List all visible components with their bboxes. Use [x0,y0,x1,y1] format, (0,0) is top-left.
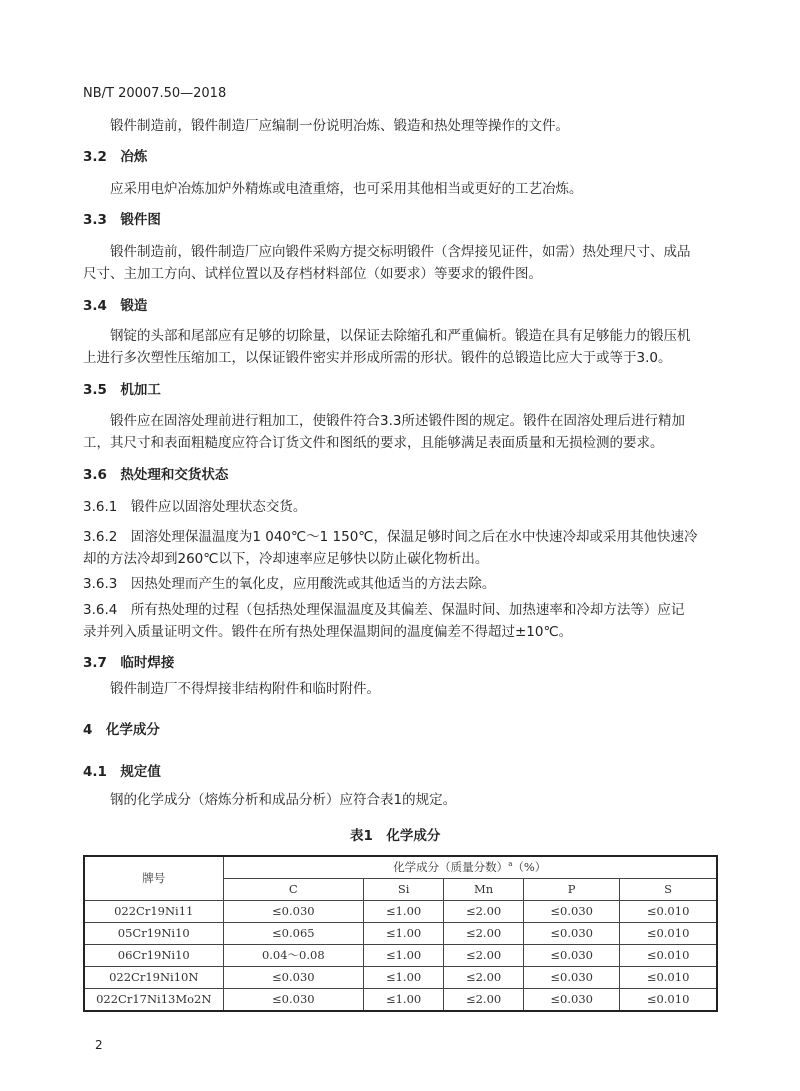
column-header: Mn [444,879,524,901]
grade-cell: 06Cr19Ni10 [84,945,223,967]
value-cell: ≤1.00 [364,967,444,989]
paragraph-line: 却的方法冷却到260℃以下，冷却速率应足够快以防止碳化物析出。 [83,551,489,567]
table-row [84,945,717,967]
value-cell: 0.04～0.08 [223,945,364,967]
value-cell: ≤1.00 [364,901,444,923]
table-row [84,967,717,989]
paragraph-line: 锻件制造厂不得焊接非结构附件和临时附件。 [110,681,380,697]
paragraph-line: 上进行多次塑性压缩加工，以保证锻件密实并形成所需的形状。锻件的总锻造比应大于或等于3.0。 [83,350,672,366]
value-cell: ≤0.030 [223,989,364,1012]
grade-header: 牌号 [84,856,223,901]
paragraph-line: 3.6.3 因热处理而产生的氧化皮，应用酸洗或其他适当的方法去除。 [83,576,496,592]
table-row [84,901,717,923]
value-cell: ≤0.010 [620,967,717,989]
section-heading: 3.5 机加工 [83,382,161,398]
value-cell: ≤2.00 [444,967,524,989]
value-cell: ≤0.010 [620,901,717,923]
page-number: 2 [95,1038,103,1052]
section-heading: 3.2 冶炼 [83,149,148,165]
section-heading: 3.4 锻造 [83,298,148,314]
composition-header [223,856,717,879]
standard-number-header: NB/T 20007.50—2018 [83,86,227,101]
table-body [84,901,717,1012]
composition-header-label: 化学成分（质量分数） [393,860,509,875]
value-cell: ≤2.00 [444,923,524,945]
paragraph-line: 锻件应在固溶处理前进行粗加工，使锻件符合3.3所述锻件图的规定。锻件在固溶处理后进行精加 [110,413,685,429]
paragraph-line: 3.6.1 锻件应以固溶处理状态交货。 [83,499,307,515]
value-cell: ≤0.030 [524,967,620,989]
table-row [84,989,717,1012]
paragraph-line: 钢的化学成分（熔炼分析和成品分析）应符合表1的规定。 [110,792,457,808]
grade-cell: 022Cr19Ni10N [84,967,223,989]
value-cell: ≤0.030 [524,901,620,923]
section-heading: 3.3 锻件图 [83,212,161,228]
paragraph-line: 3.6.2 固溶处理保温温度为1 040℃～1 150℃，保温足够时间之后在水中快速冷却或采用其他快速冷 [83,529,698,545]
paragraph-line: 工，其尺寸和表面粗糙度应符合订货文件和图纸的要求，且能够满足表面质量和无损检测的要求。 [83,435,664,451]
chemical-composition-table [83,855,718,1012]
paragraph-line: 锻件制造前，锻件制造厂应编制一份说明冶炼、锻造和热处理等操作的文件。 [110,118,569,134]
grade-cell: 022Cr19Ni11 [84,901,223,923]
section-heading: 3.6 热处理和交货状态 [83,467,229,483]
value-cell: ≤0.065 [223,923,364,945]
value-cell: ≤0.010 [620,989,717,1012]
value-cell: ≤1.00 [364,923,444,945]
value-cell: ≤1.00 [364,989,444,1012]
paragraph-line: 应采用电炉冶炼加炉外精炼或电渣重熔，也可采用其他相当或更好的工艺冶炼。 [110,181,583,197]
value-cell: ≤2.00 [444,989,524,1012]
grade-cell: 05Cr19Ni10 [84,923,223,945]
value-cell: ≤0.030 [223,967,364,989]
unit-label: （%） [512,860,547,875]
column-header: P [524,879,620,901]
paragraph-line: 录并列入质量证明文件。锻件在所有热处理保温期间的温度偏差不得超过±10℃。 [83,624,573,640]
paragraph-line: 锻件制造前，锻件制造厂应向锻件采购方提交标明锻件（含焊接见证件，如需）热处理尺寸、成品 [110,244,691,260]
value-cell: ≤0.030 [524,923,620,945]
value-cell: ≤0.010 [620,945,717,967]
value-cell: ≤0.030 [223,901,364,923]
table-title: 表1 化学成分 [350,828,441,844]
grade-cell: 022Cr17Ni13Mo2N [84,989,223,1012]
section-heading: 4.1 规定值 [83,764,161,780]
value-cell: ≤0.010 [620,923,717,945]
value-cell: ≤1.00 [364,945,444,967]
table-row [84,923,717,945]
column-header: Si [364,879,444,901]
value-cell: ≤0.030 [524,945,620,967]
paragraph-line: 尺寸、主加工方向、试样位置以及存档材料部位（如要求）等要求的锻件图。 [83,266,542,282]
column-header: S [620,879,717,901]
value-cell: ≤2.00 [444,945,524,967]
value-cell: ≤2.00 [444,901,524,923]
value-cell: ≤0.030 [524,989,620,1012]
paragraph-line: 3.6.4 所有热处理的过程（包括热处理保温温度及其偏差、保温时间、加热速率和冷却方法等）应记 [83,602,685,618]
chapter-heading: 4 化学成分 [83,722,160,738]
footnote-mark: a [508,860,513,869]
paragraph-line: 钢锭的头部和尾部应有足够的切除量，以保证去除缩孔和严重偏析。锻造在具有足够能力的锻压机 [110,328,691,344]
column-header: C [223,879,364,901]
section-heading: 3.7 临时焊接 [83,655,175,671]
